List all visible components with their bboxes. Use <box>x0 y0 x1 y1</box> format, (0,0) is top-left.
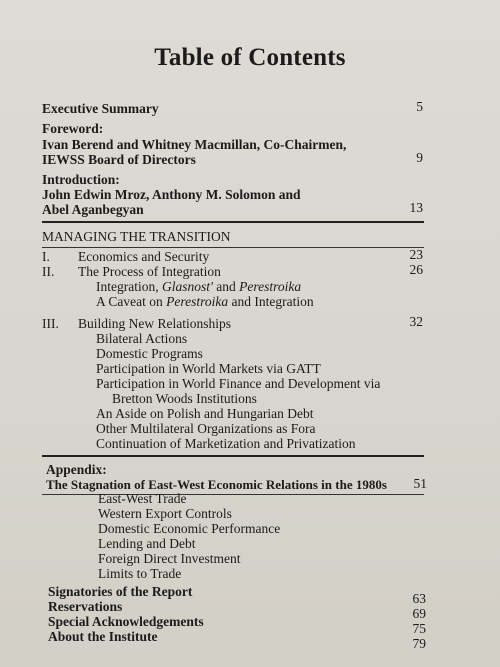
toc-entry-economics-security: Economics and Security <box>78 249 210 264</box>
toc-entry-executive-summary: Executive Summary <box>42 101 159 116</box>
toc-page-number: 63 <box>412 591 426 606</box>
toc-entry-introduction-authors: John Edwin Mroz, Anthony M. Solomon and <box>42 187 301 202</box>
toc-subentry: Participation in World Finance and Development via <box>96 376 381 391</box>
toc-entry-foreword-affiliation: IEWSS Board of Directors <box>42 152 196 167</box>
toc-entry-foreword-heading: Foreword: <box>42 121 104 136</box>
toc-entry-introduction-heading: Introduction: <box>42 172 120 187</box>
toc-page-number: 13 <box>409 200 423 215</box>
page-title: Table of Contents <box>154 44 346 71</box>
toc-page-number: 9 <box>416 150 423 165</box>
toc-subentry: Limits to Trade <box>98 566 182 581</box>
toc-subentry: Other Multilateral Organizations as Fora <box>96 421 316 436</box>
toc-page-number: 26 <box>409 262 423 277</box>
toc-page-number: 75 <box>412 621 426 636</box>
section-divider <box>42 455 424 457</box>
toc-entry-acknowledgements: Special Acknowledgements <box>48 614 204 629</box>
toc-entry-number: II. <box>42 264 55 279</box>
toc-entry-process-integration: The Process of Integration <box>78 264 221 279</box>
toc-entry-number: III. <box>42 316 59 331</box>
toc-entry-signatories: Signatories of the Report <box>48 584 193 599</box>
toc-entry-appendix-heading: Appendix: <box>46 462 107 477</box>
toc-subentry: Bilateral Actions <box>96 331 188 346</box>
toc-page-number: 23 <box>409 247 423 262</box>
toc-subentry: Lending and Debt <box>98 536 196 551</box>
toc-subentry-integration-glasnost: Integration, Glasnost' and Perestroika <box>96 279 302 294</box>
toc-subentry: Domestic Economic Performance <box>98 521 281 536</box>
toc-entry-appendix-title: The Stagnation of East-West Economic Relations in the 1980s <box>46 477 387 492</box>
toc-page-number: 32 <box>409 314 423 329</box>
toc-subentry: Foreign Direct Investment <box>98 551 241 566</box>
toc-entry-foreword-authors: Ivan Berend and Whitney Macmillan, Co-Chairmen, <box>42 137 347 152</box>
toc-page-number: 69 <box>412 606 426 621</box>
section-divider <box>42 221 424 223</box>
toc-page-number: 51 <box>413 476 427 491</box>
toc-page-number: 5 <box>416 99 423 114</box>
toc-subentry: Western Export Controls <box>98 506 232 521</box>
toc-entry-introduction-author-2: Abel Aganbegyan <box>42 202 144 217</box>
toc-entry-building-relationships: Building New Relationships <box>78 316 231 331</box>
toc-subentry-caveat-perestroika: A Caveat on Perestroika and Integration <box>96 294 314 309</box>
toc-page-number: 79 <box>412 636 426 651</box>
toc-entry-reservations: Reservations <box>48 599 123 614</box>
toc-entry-about-institute: About the Institute <box>48 629 158 644</box>
toc-subentry: Continuation of Marketization and Privatization <box>96 436 356 451</box>
toc-subentry-continued: Bretton Woods Institutions <box>112 391 257 406</box>
toc-subentry: Domestic Programs <box>96 346 203 361</box>
toc-entry-number: I. <box>42 249 50 264</box>
section-heading: MANAGING THE TRANSITION <box>42 229 231 244</box>
toc-subentry: An Aside on Polish and Hungarian Debt <box>96 406 314 421</box>
toc-subentry: Participation in World Markets via GATT <box>96 361 321 376</box>
toc-subentry: East-West Trade <box>98 491 187 506</box>
section-heading-underline <box>42 247 424 248</box>
